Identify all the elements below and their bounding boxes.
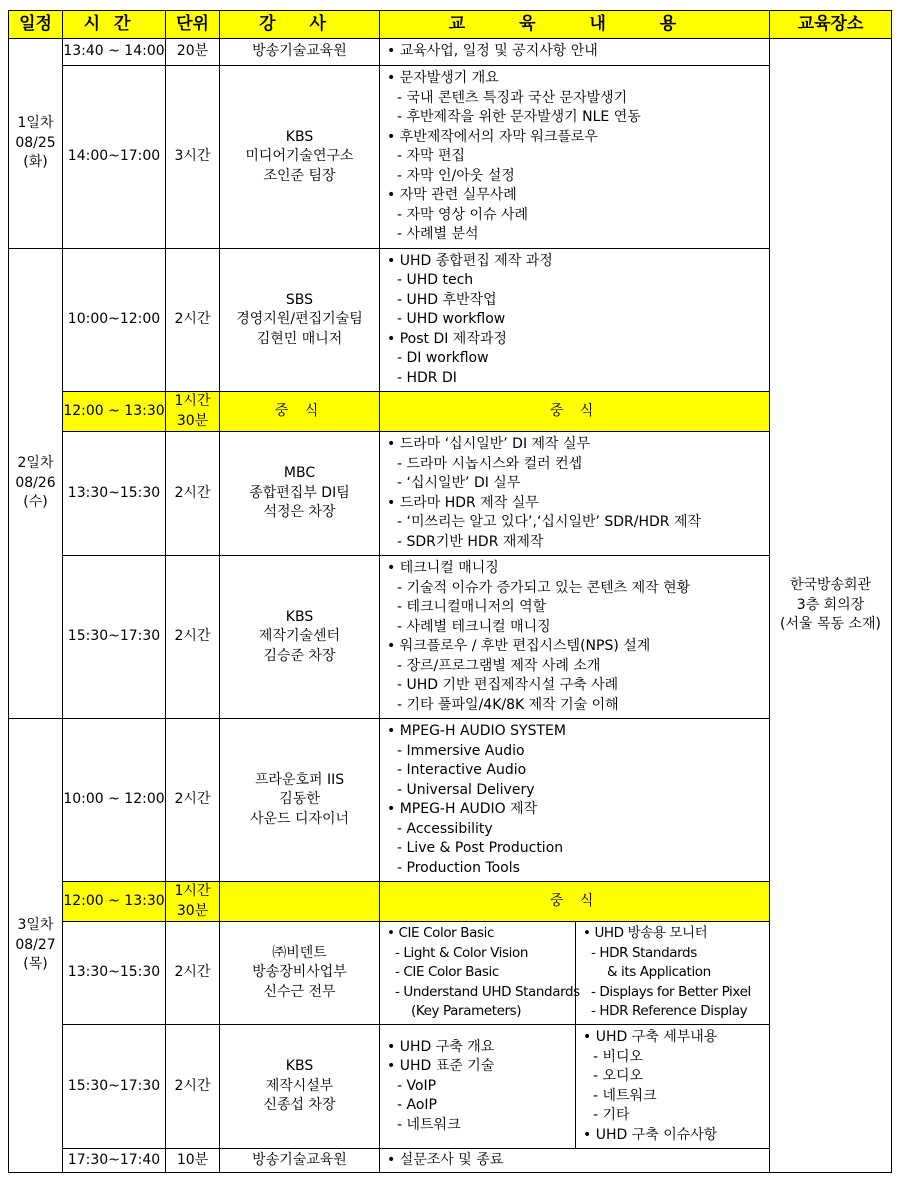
- lunch-content-cell: 중 식: [380, 392, 770, 432]
- lecturer-line: 방송기술교육원: [252, 43, 347, 60]
- header-time: 시간: [63, 11, 166, 39]
- lecturer-cell: [220, 719, 380, 882]
- time-cell: 15:30~17:30: [63, 556, 166, 719]
- day-label: 3일차: [17, 917, 54, 934]
- unit-cell: 2시간: [166, 922, 220, 1025]
- header-day: 일정: [9, 11, 63, 39]
- content-line: • UHD 구축 세부내용: [583, 1029, 718, 1045]
- content-line: • MPEG-H AUDIO 제작: [387, 801, 538, 817]
- content-subline: - Understand UHD Standards: [395, 983, 580, 1000]
- session-row: [9, 249, 892, 392]
- content-cell-left: [380, 1025, 576, 1149]
- content-subline: - Live & Post Production: [397, 840, 564, 856]
- content-subline: - Light & Color Vision: [395, 944, 528, 961]
- lecturer-line: KBS: [285, 128, 314, 145]
- content-line: • 드라마 HDR 제작 실무: [387, 494, 539, 511]
- venue-room: 3층 회의장: [796, 596, 865, 613]
- content-subline: - 자막 편집: [397, 148, 466, 165]
- day-weekday: (수): [23, 494, 48, 511]
- lecturer-cell: [220, 556, 380, 719]
- content-subline: - Interactive Audio: [397, 762, 527, 778]
- content-subline: - DI workflow: [397, 350, 489, 367]
- header-venue: 교육장소: [770, 11, 892, 39]
- content-subline: - UHD workflow: [397, 311, 506, 328]
- content-line: • UHD 구축 이슈사항: [583, 1126, 718, 1143]
- content-line: • MPEG-H AUDIO SYSTEM: [387, 723, 566, 739]
- content-line: • CIE Color Basic: [387, 925, 494, 942]
- unit-cell: 2시간: [166, 432, 220, 556]
- content-line: • 후반제작에서의 자막 워크플로우: [387, 128, 598, 145]
- day-label: 2일차: [17, 455, 54, 472]
- lecturer-line: 김현민 매니저: [256, 330, 343, 347]
- day-date: 08/26: [15, 474, 56, 491]
- lecturer-line: 경영지원/편집기술팀: [236, 311, 363, 328]
- day-cell-3: [9, 719, 63, 1173]
- lecturer-line: 사운드 디자이너: [249, 810, 350, 827]
- content-cell: [380, 249, 770, 392]
- session-row: [9, 556, 892, 719]
- content-line: • 자막 관련 실무사례: [387, 187, 517, 204]
- venue-location: (서울 목동 소재): [780, 616, 881, 633]
- content-subline: - HDR Standards: [591, 944, 697, 961]
- lecturer-cell: [220, 1149, 380, 1173]
- lecturer-line: 방송장비사업부: [252, 964, 347, 981]
- day-weekday: (화): [23, 154, 48, 171]
- time-cell: 14:00~17:00: [63, 66, 166, 249]
- time-cell: 10:00 ~ 12:00: [63, 719, 166, 882]
- session-row: [9, 922, 892, 1025]
- schedule-document: [8, 10, 891, 1173]
- lecturer-line: 신수근 전무: [263, 983, 336, 1000]
- day-cell-1: [9, 39, 63, 249]
- lecturer-line: 석정은 차장: [263, 504, 336, 521]
- content-subline: - 테크니컬매니저의 역할: [397, 599, 547, 615]
- time-cell: 13:30~15:30: [63, 432, 166, 556]
- content-line: • 문자발생기 개요: [387, 70, 499, 87]
- unit-cell: 10분: [166, 1149, 220, 1173]
- content-subline: - 네트워크: [593, 1087, 657, 1104]
- content-subline: - Displays for Better Pixel: [591, 983, 751, 1000]
- content-subline: - 네트워크: [397, 1116, 461, 1133]
- content-subline: & its Application: [607, 964, 711, 981]
- header-content: 교 육 내 용: [380, 11, 770, 39]
- lecturer-line: 프라운호퍼 IIS: [254, 771, 345, 788]
- content-line: • 교육사업, 일정 및 공지사항 안내: [387, 43, 598, 60]
- session-row: [9, 432, 892, 556]
- content-subline: - 드라마 시놉시스와 컬러 컨셉: [397, 455, 583, 472]
- schedule-table: [8, 10, 892, 1173]
- lecturer-line: KBS: [285, 1058, 314, 1075]
- content-line: • UHD 방송용 모니터: [583, 925, 708, 942]
- content-subline: - UHD 기반 편집제작시설 구축 사례: [397, 677, 619, 693]
- time-cell: 12:00 ~ 13:30: [63, 392, 166, 432]
- content-subline: - 국내 콘텐츠 특징과 국산 문자발생기: [397, 89, 628, 106]
- content-cell: [380, 719, 770, 882]
- unit-line: 30분: [176, 902, 209, 919]
- content-subline: - 자막 인/아웃 설정: [397, 167, 515, 184]
- content-subline: - HDR Reference Display: [591, 1003, 748, 1020]
- content-subline: - UHD tech: [397, 272, 474, 289]
- lecturer-cell: [220, 432, 380, 556]
- unit-line: 1시간: [174, 883, 211, 899]
- time-cell: 17:30~17:40: [63, 1149, 166, 1173]
- day-weekday: (목): [23, 956, 48, 973]
- lecturer-cell: [220, 249, 380, 392]
- unit-cell: 2시간: [166, 249, 220, 392]
- content-cell: [380, 556, 770, 719]
- unit-line: 1시간: [174, 393, 211, 409]
- unit-cell: 2시간: [166, 719, 220, 882]
- session-row: [9, 1149, 892, 1173]
- time-cell: 10:00~12:00: [63, 249, 166, 392]
- time-cell: 15:30~17:30: [63, 1025, 166, 1149]
- venue-cell: [770, 39, 892, 1173]
- content-subline: - 자막 영상 이슈 사례: [397, 206, 529, 223]
- content-subline: - HDR DI: [397, 369, 457, 386]
- content-subline: - 기술적 이슈가 증가되고 있는 콘텐츠 제작 현황: [397, 579, 691, 596]
- lunch-lecturer-cell: 중 식: [220, 392, 380, 432]
- content-subline: - AoIP: [397, 1097, 437, 1114]
- content-line: • UHD 구축 개요: [387, 1038, 495, 1055]
- unit-cell: [166, 392, 220, 432]
- content-subline: - Universal Delivery: [397, 781, 535, 798]
- content-subline: - ‘미쓰리는 알고 있다’,‘십시일반’ SDR/HDR 제작: [397, 514, 702, 530]
- unit-line: 30분: [176, 412, 209, 429]
- lecturer-line: KBS: [285, 608, 314, 625]
- unit-cell: 2시간: [166, 556, 220, 719]
- content-subline: - UHD 후반작업: [397, 291, 497, 308]
- content-cell: [380, 1149, 770, 1173]
- venue-name: 한국방송회관: [789, 577, 872, 594]
- content-subline: - 장르/프로그램별 제작 사례 소개: [397, 657, 601, 674]
- lunch-row: [9, 882, 892, 922]
- content-subline: - 사례별 분석: [397, 226, 479, 243]
- time-cell: 13:40 ~ 14:00: [63, 39, 166, 66]
- session-row: [9, 719, 892, 882]
- lecturer-cell: [220, 66, 380, 249]
- content-line: • UHD 표준 기술: [387, 1058, 495, 1075]
- lecturer-line: 제작기술센터: [258, 628, 341, 645]
- lecturer-line: 제작시설부: [265, 1077, 334, 1094]
- content-subline: - CIE Color Basic: [395, 964, 499, 981]
- lecturer-line: 조인준 팀장: [263, 167, 336, 184]
- content-subline: - VoIP: [397, 1077, 437, 1094]
- lecturer-line: ㈜비덴트: [272, 944, 327, 961]
- content-subline: - Production Tools: [397, 859, 520, 876]
- lecturer-cell: [220, 39, 380, 66]
- content-line: • 설문조사 및 종료: [387, 1151, 504, 1168]
- content-subline: - Immersive Audio: [397, 742, 525, 759]
- session-row: [9, 66, 892, 249]
- content-subline: (Key Parameters): [411, 1003, 522, 1020]
- content-cell-left: [380, 922, 580, 1025]
- time-cell: 13:30~15:30: [63, 922, 166, 1025]
- lecturer-line: SBS: [285, 291, 314, 308]
- time-cell: 12:00 ~ 13:30: [63, 882, 166, 922]
- content-subline: - 비디오: [593, 1048, 644, 1065]
- content-line: • Post DI 제작과정: [387, 330, 507, 347]
- header-row: [9, 11, 892, 39]
- content-subline: - 기타 풀파일/4K/8K 제작 기술 이해: [397, 696, 619, 713]
- unit-cell: 3시간: [166, 66, 220, 249]
- content-subline: - 사례별 테크니컬 매니징: [397, 618, 551, 635]
- unit-cell: 20분: [166, 39, 220, 66]
- day-date: 08/27: [15, 936, 56, 953]
- content-cell: [380, 39, 770, 66]
- session-row: [9, 39, 892, 66]
- content-cell: [380, 66, 770, 249]
- lunch-lecturer-cell: [220, 882, 380, 922]
- content-line: • 워크플로우 / 후반 편집시스템(NPS) 설계: [387, 638, 651, 654]
- lecturer-line: 미디어기술연구소: [245, 148, 354, 165]
- content-subline: - SDR기반 HDR 재제작: [397, 533, 544, 550]
- lecturer-line: 신종섭 차장: [263, 1097, 336, 1114]
- unit-cell: 2시간: [166, 1025, 220, 1149]
- lunch-content-cell: 중 식: [380, 882, 770, 922]
- lecturer-line: 종합편집부 DI팀: [249, 484, 350, 501]
- lecturer-line: 김승준 차장: [263, 647, 336, 664]
- content-subline: - Accessibility: [397, 820, 493, 837]
- content-line: • 드라마 ‘십시일반’ DI 제작 실무: [387, 436, 591, 452]
- header-unit: 단위: [166, 11, 220, 39]
- lecturer-line: 김동한: [279, 791, 320, 808]
- content-line: • UHD 종합편집 제작 과정: [387, 252, 553, 269]
- header-lecturer: 강 사: [220, 11, 380, 39]
- session-row: [9, 1025, 892, 1149]
- content-cell-right: [576, 922, 770, 1025]
- lecturer-cell: [220, 922, 380, 1025]
- day-date: 08/25: [15, 134, 56, 151]
- content-subline: - 기타: [593, 1107, 630, 1123]
- content-subline: - ‘십시일반’ DI 실무: [397, 475, 521, 491]
- content-line: • 테크니컬 매니징: [387, 560, 499, 576]
- content-subline: - 후반제작을 위한 문자발생기 NLE 연동: [397, 109, 641, 126]
- lecturer-line: MBC: [283, 465, 316, 482]
- content-cell: [380, 432, 770, 556]
- day-label: 1일차: [17, 115, 54, 132]
- content-subline: - 오디오: [593, 1068, 644, 1084]
- unit-cell: [166, 882, 220, 922]
- lecturer-cell: [220, 1025, 380, 1149]
- content-cell-right: [576, 1025, 770, 1149]
- lunch-row: [9, 392, 892, 432]
- lecturer-line: 방송기술교육원: [252, 1151, 347, 1168]
- day-cell-2: [9, 249, 63, 719]
